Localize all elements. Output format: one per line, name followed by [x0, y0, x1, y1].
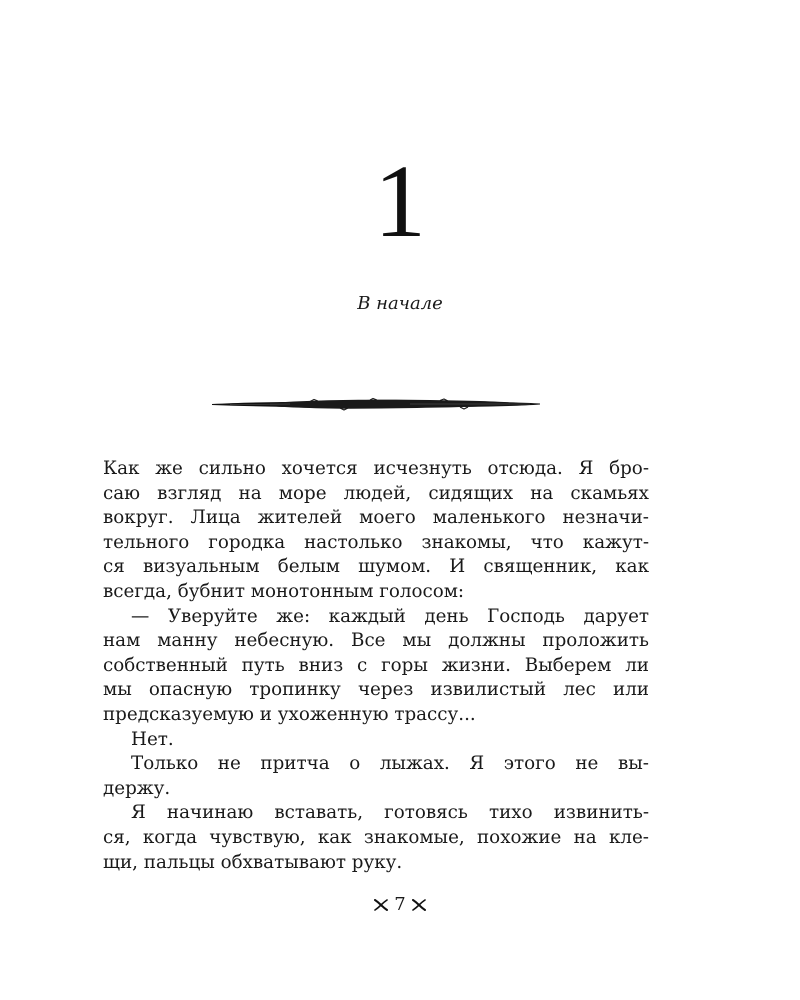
text-line: вокруг. Лица жителей моего маленького незначи- — [103, 507, 649, 529]
text-line: собственный путь вниз с горы жизни. Выберем ли — [103, 654, 649, 676]
text-line: саю взгляд на море людей, сидящих на скамьях — [103, 482, 649, 504]
brush-stroke-divider — [210, 394, 542, 414]
text-line: Нет. — [131, 728, 174, 750]
text-line: щи, пальцы обхватывают руку. — [103, 851, 403, 873]
text-line: — Уверуйте же: каждый день Господь дарует — [131, 605, 649, 627]
text-line: Как же сильно хочется исчезнуть отсюда. Я бро- — [103, 458, 649, 479]
text-line: нам манну небесную. Все мы должны проложить — [103, 630, 649, 652]
body-text — [103, 457, 649, 875]
chapter-title: В начале — [357, 293, 443, 314]
text-line: ся, когда чувствую, как знакомые, похожие на кле- — [103, 826, 649, 848]
text-line: предсказуемую и ухоженную трассу... — [103, 703, 476, 725]
text-line: держу. — [103, 777, 171, 799]
cross-ornament-icon — [374, 899, 388, 911]
cross-ornament-icon — [412, 899, 426, 911]
text-line: всегда, бубнит монотонным голосом: — [103, 580, 465, 602]
text-line: Только не притча о лыжах. Я этого не вы- — [131, 753, 649, 775]
text-line: тельного городка настолько знакомы, что кажут- — [103, 531, 649, 553]
page-footer — [0, 894, 800, 915]
text-line: мы опасную тропинку через извилистый лес или — [103, 679, 649, 701]
text-line: Я начинаю вставать, готовясь тихо извинить- — [131, 802, 649, 824]
chapter-number: 1 — [374, 144, 426, 259]
text-line: ся визуальным белым шумом. И священник, как — [103, 556, 649, 578]
page-number: 7 — [394, 894, 406, 915]
